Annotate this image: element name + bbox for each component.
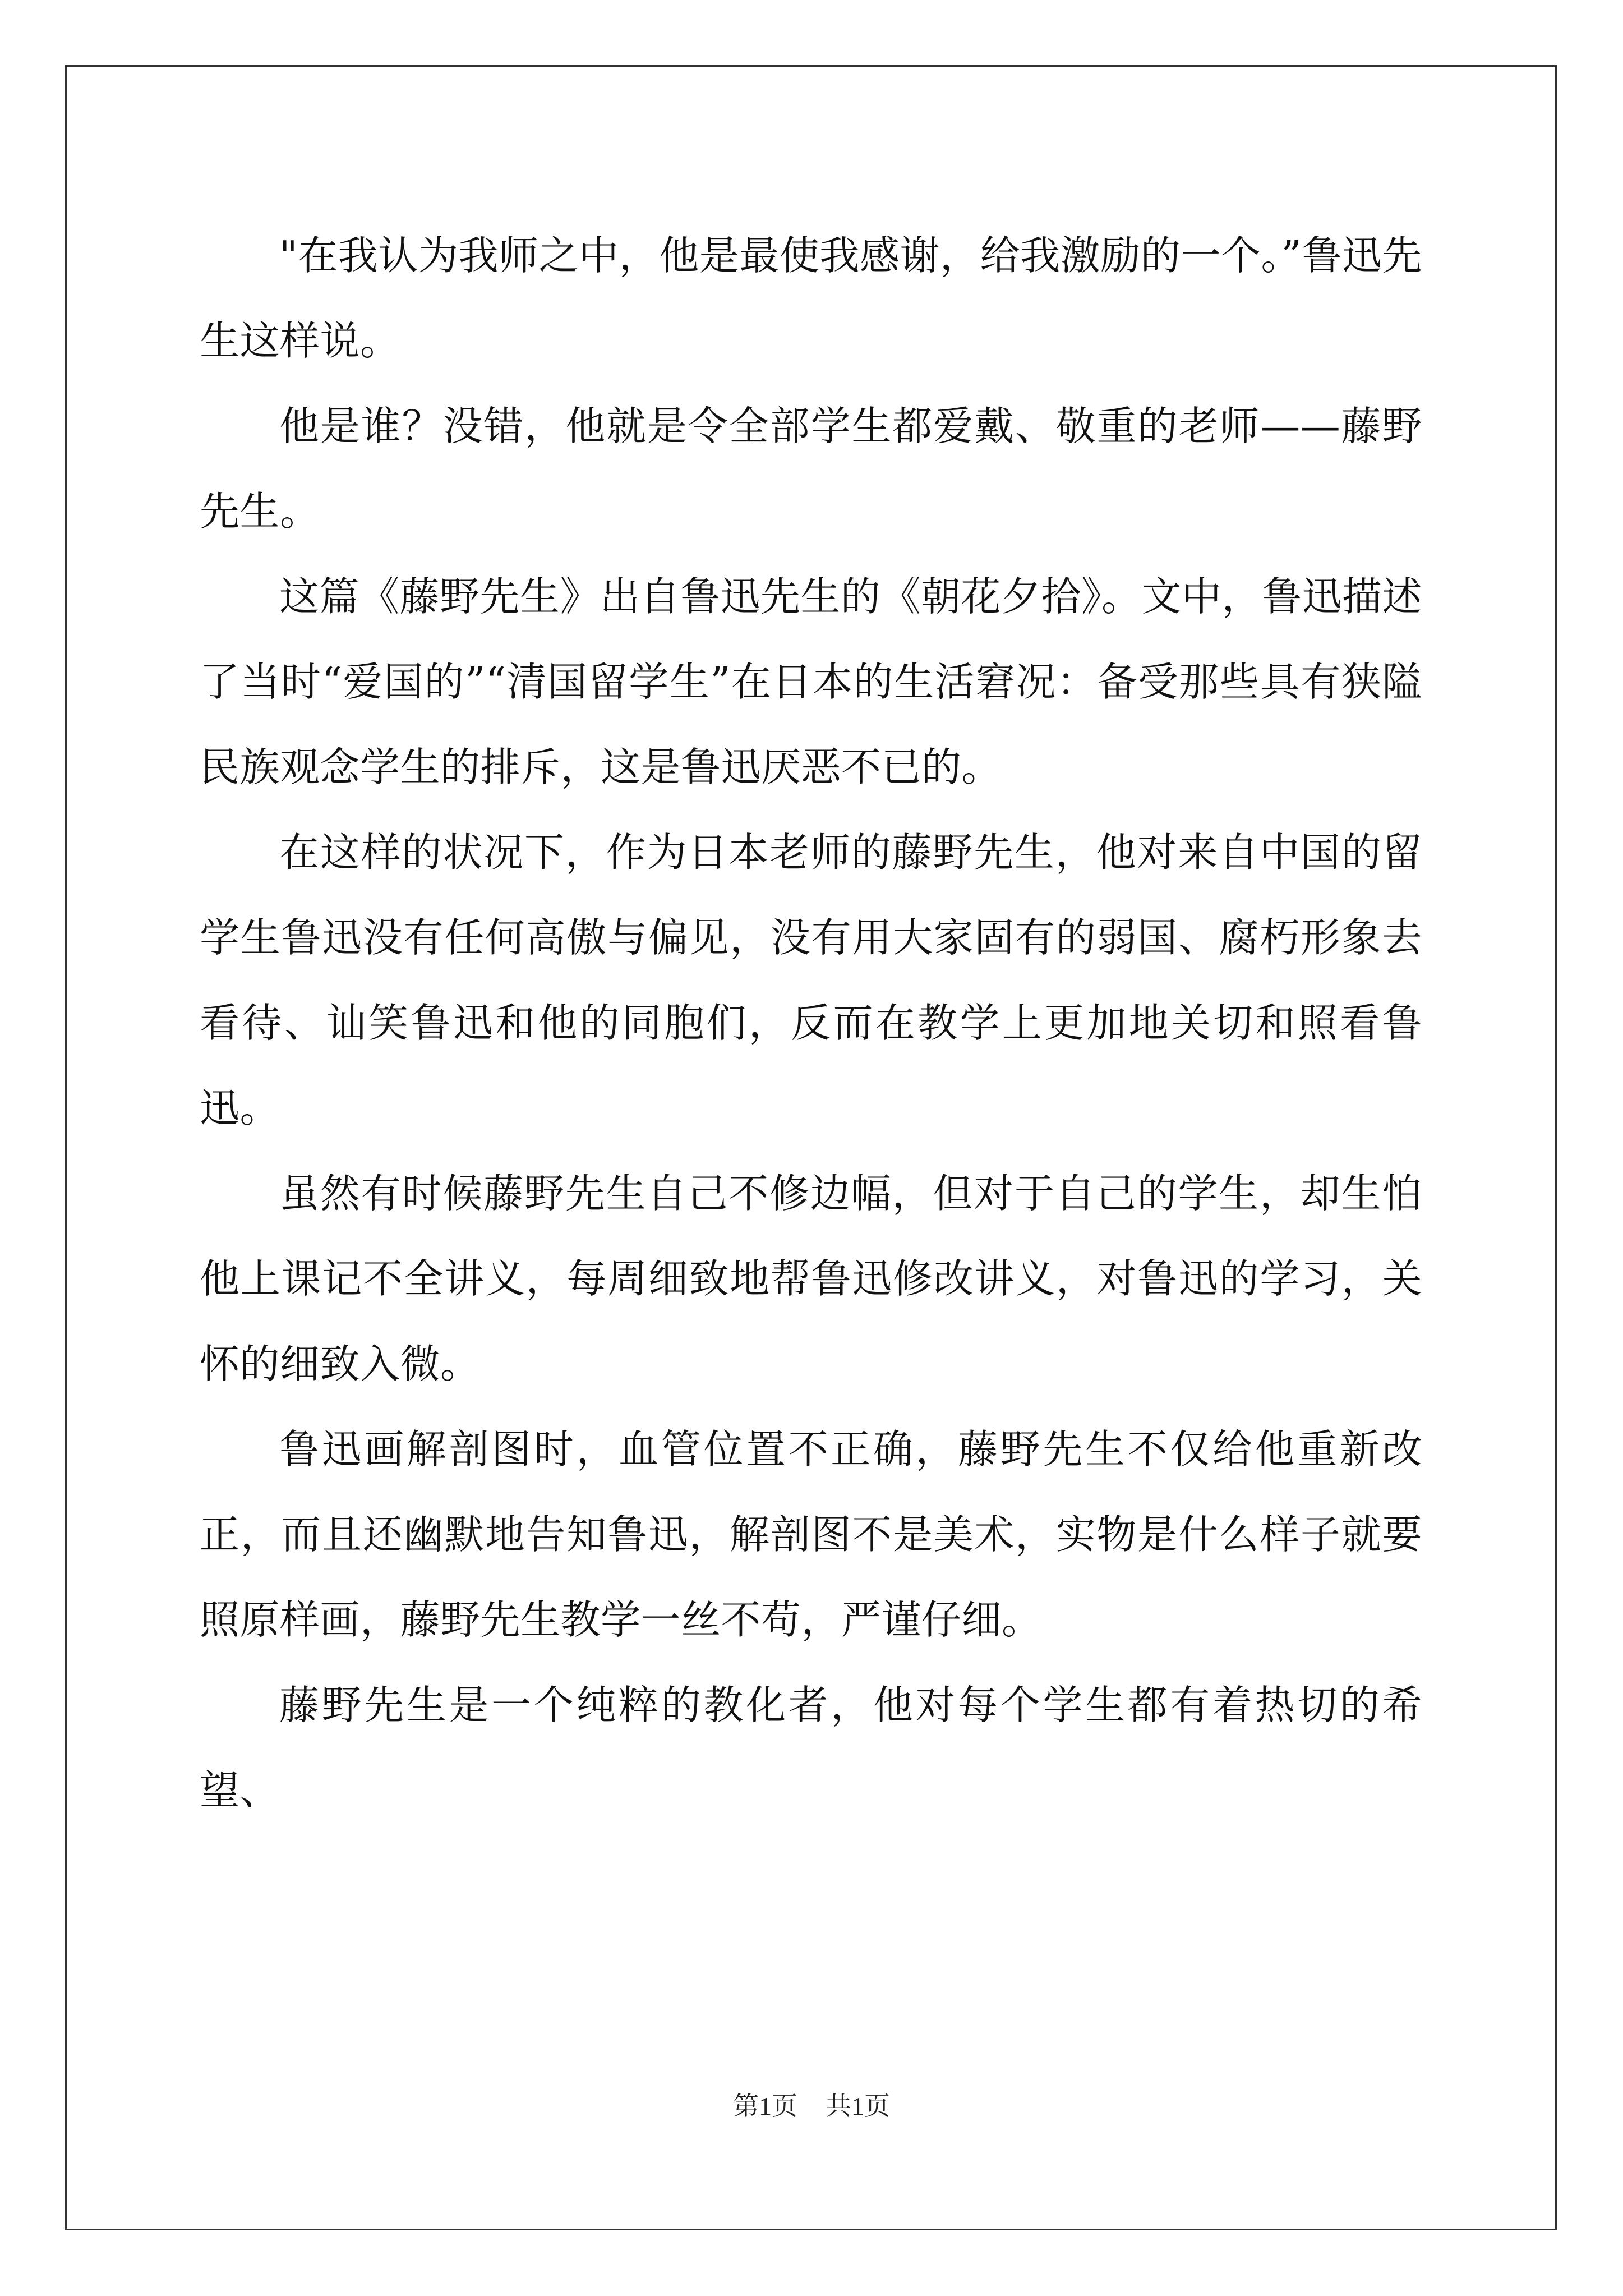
paragraph-4: 在这样的状况下，作为日本老师的藤野先生，他对来自中国的留学生鲁迅没有任何高傲与偏见，没有用大家固有的弱国、腐朽形象去看待、讪笑鲁迅和他的同胞们，反而在教学上更加地关切和照看鲁迅。 [200, 829, 1422, 1131]
paragraph-6: 鲁迅画解剖图时，血管位置不正确，藤野先生不仅给他重新改正，而且还幽默地告知鲁迅，解剖图不是美术，实物是什么样子就要照原样画，藤野先生教学一丝不苟，严谨仔细。 [200, 1426, 1422, 1643]
paragraph-5: 虽然有时候藤野先生自己不修边幅，但对于自己的学生，却生怕他上课记不全讲义，每周细致地帮鲁迅修改讲义，对鲁迅的学习，关怀的细致入微。 [200, 1170, 1422, 1387]
page-number: 第1页 [733, 2092, 797, 2120]
paragraph-3: 这篇《藤野先生》出自鲁迅先生的《朝花夕拾》。文中，鲁迅描述了当时“爱国的”“清国留学生”在日本的生活窘况：备受那些具有狭隘民族观念学生的排斥，这是鲁迅厌恶不已的。 [200, 573, 1423, 790]
document-body [200, 213, 1422, 1833]
paragraph-7: 藤野先生是一个纯粹的教化者，他对每个学生都有着热切的希望、 [200, 1682, 1422, 1814]
page-footer [0, 2090, 1623, 2123]
paragraph-2: 他是谁？没错，他就是令全部学生都爱戴、敬重的老师——藤野先生。 [200, 403, 1422, 535]
paragraph-1: "在我认为我师之中，他是最使我感谢，给我激励的一个。”鲁迅先生这样说。 [200, 232, 1422, 364]
page-total: 共1页 [826, 2092, 890, 2120]
